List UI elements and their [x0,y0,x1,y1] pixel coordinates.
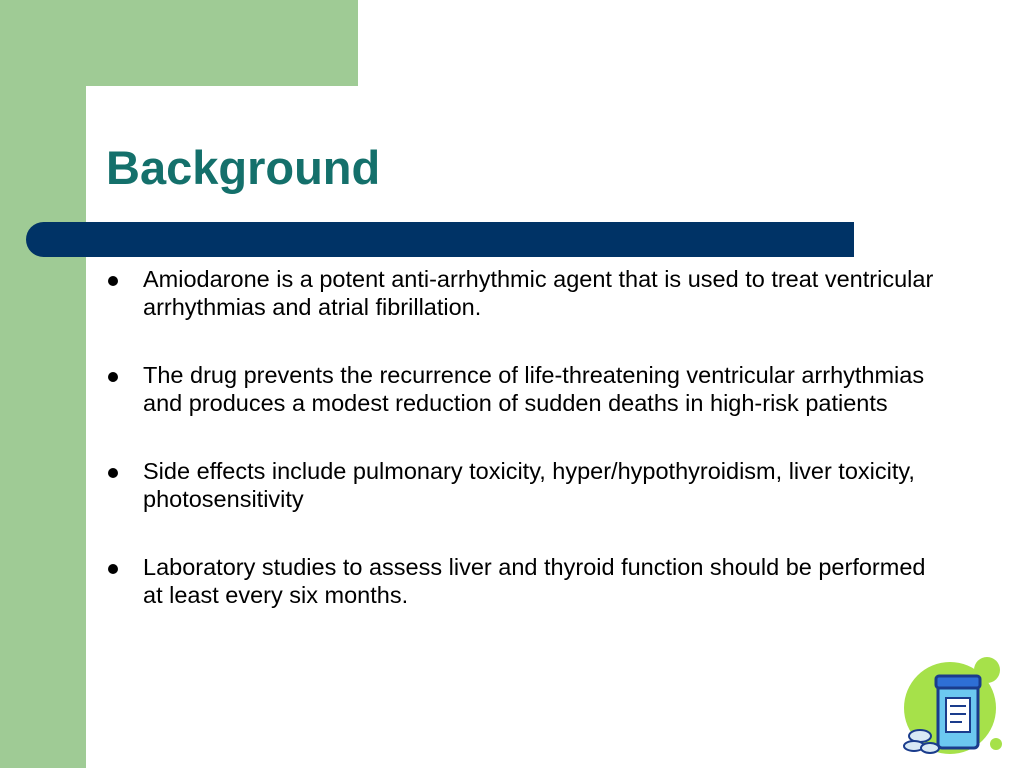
white-content-corner [86,86,146,146]
bullet-item [104,362,934,417]
bullet-text: Side effects include pulmonary toxicity, hyper/hypothyroidism, liver toxicity, photosensitivity [143,458,915,512]
bullet-dot-icon [108,276,118,286]
bullet-dot-icon [108,564,118,574]
green-left-band [0,0,86,768]
title-underline-bar [26,222,854,257]
pill-bottle-icon [900,652,1010,762]
bullet-item [104,458,934,513]
slide-title: Background [106,141,381,194]
bullet-item [104,554,934,609]
green-top-band [0,0,358,86]
bullet-dot-icon [108,468,118,478]
bullet-dot-icon [108,372,118,382]
bullet-list [104,266,934,650]
bullet-item [104,266,934,321]
bullet-text: Laboratory studies to assess liver and thyroid function should be performed at least every six months. [143,554,926,608]
bullet-text: Amiodarone is a potent anti-arrhythmic agent that is used to treat ventricular arrhythmias and atrial fibrillation. [143,266,934,320]
bullet-text: The drug prevents the recurrence of life-threatening ventricular arrhythmias and produces a modest reduction of sudden deaths in high-risk patients [143,362,925,416]
